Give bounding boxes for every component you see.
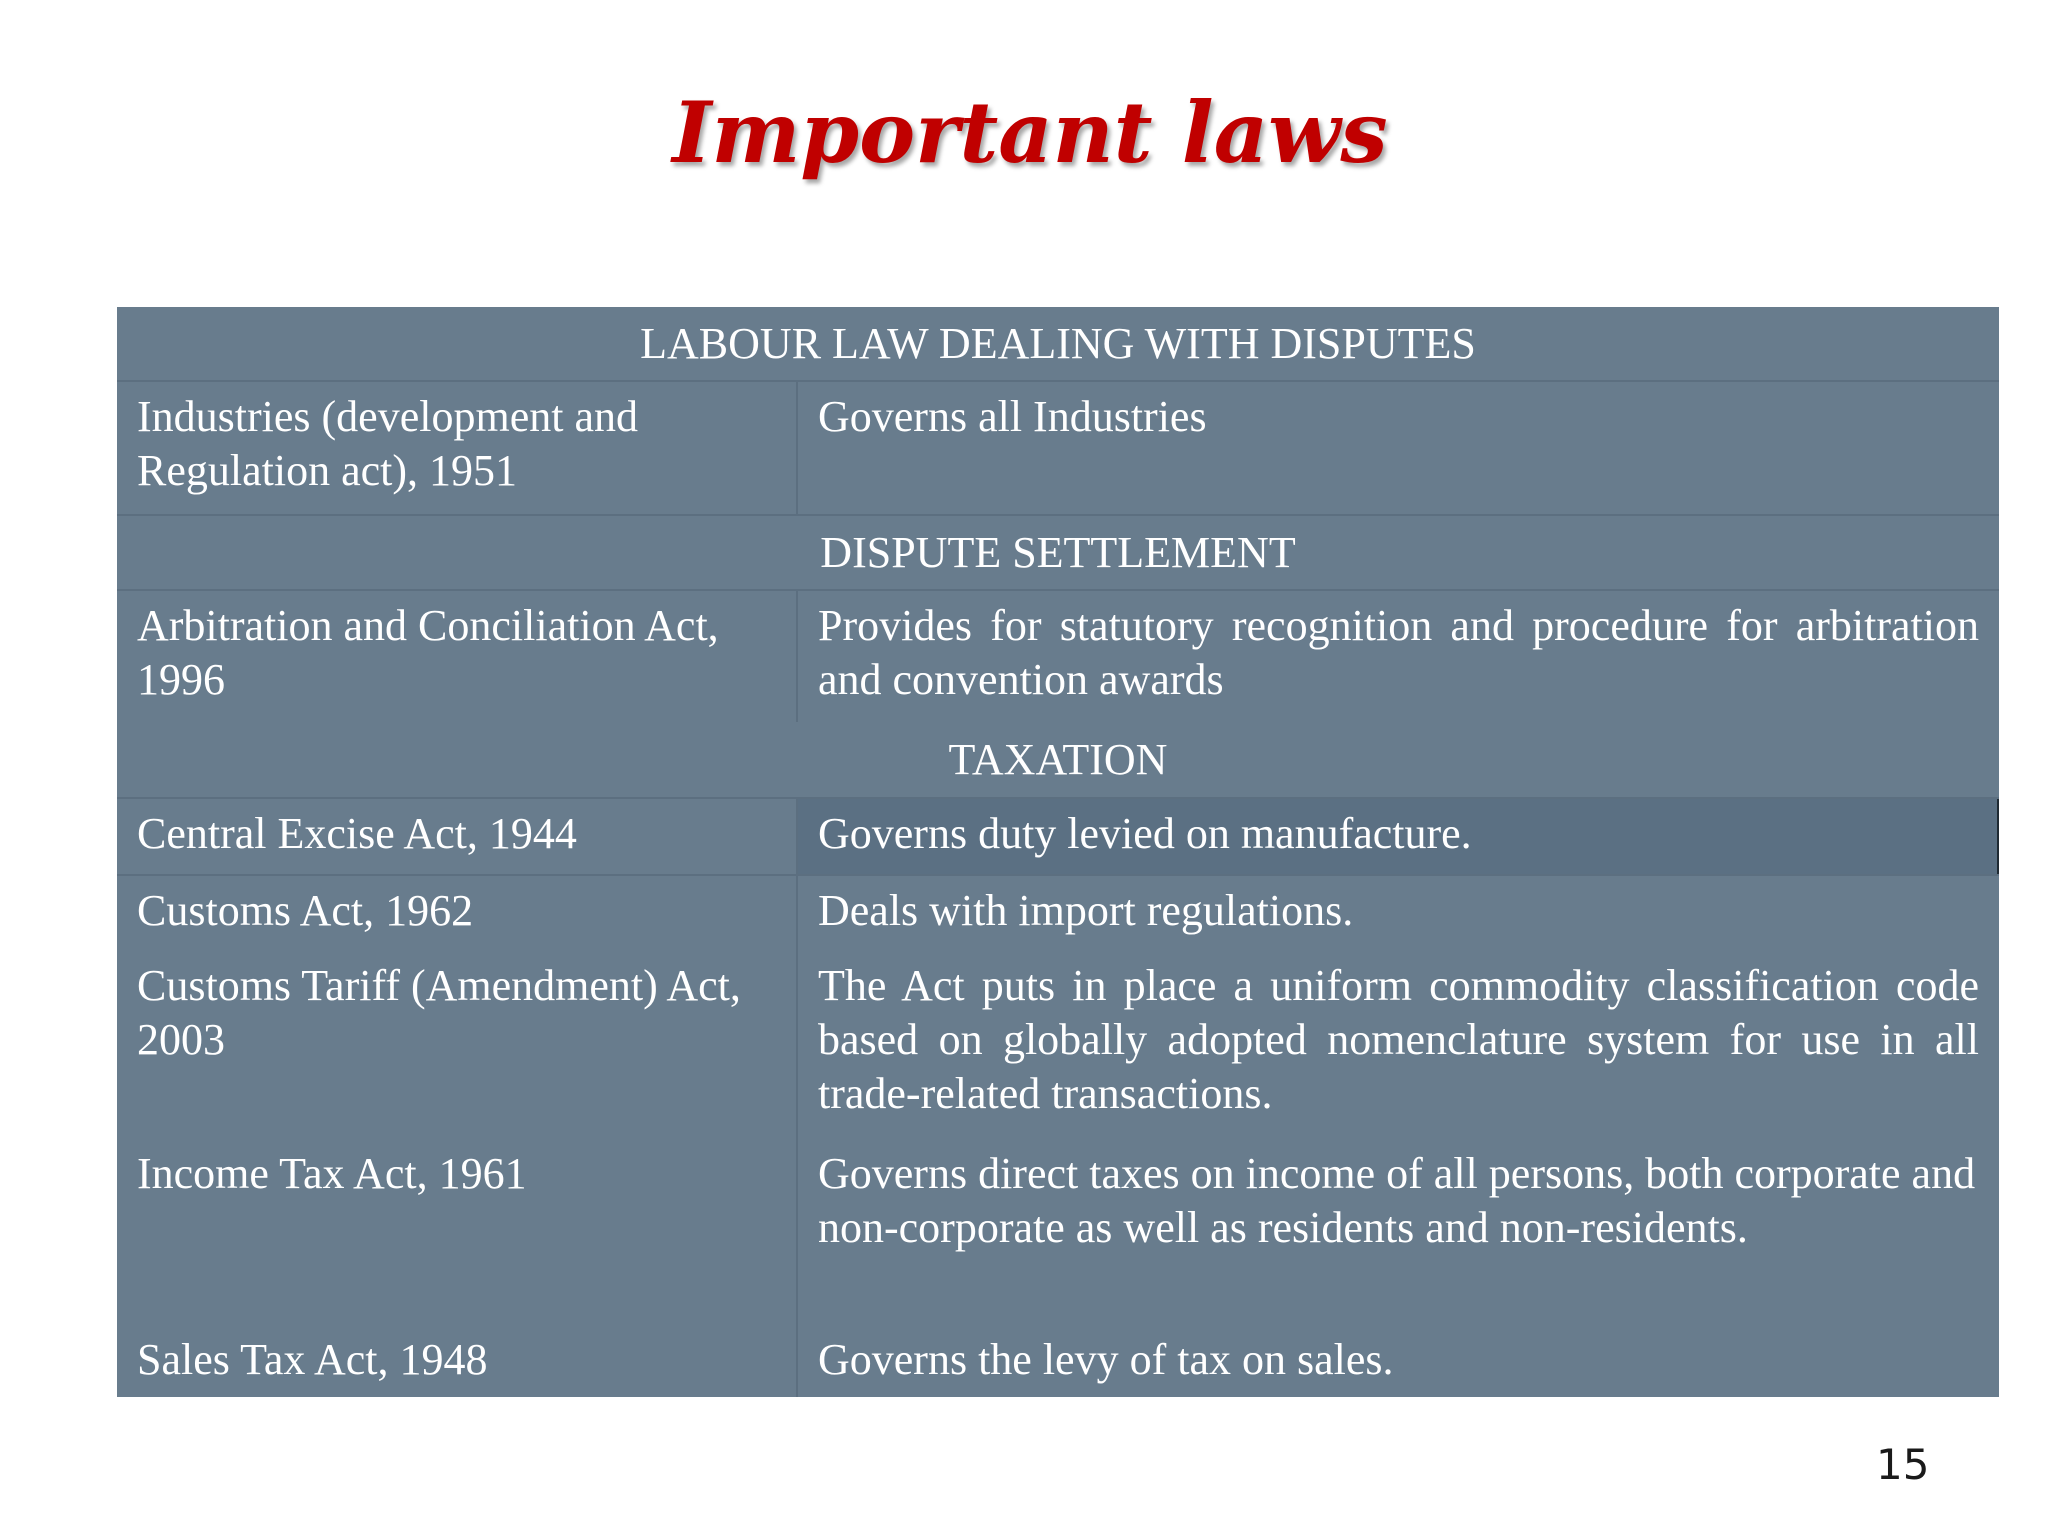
table-row xyxy=(117,1139,1999,1325)
section-heading: DISPUTE SETTLEMENT xyxy=(820,527,1296,577)
section-heading: LABOUR LAW DEALING WITH DISPUTES xyxy=(640,318,1476,368)
law-name-cell: Sales Tax Act, 1948 xyxy=(117,1325,798,1397)
table-row xyxy=(117,380,1999,514)
section-header-taxation xyxy=(117,722,1999,797)
law-name-cell: Customs Act, 1962 xyxy=(117,876,798,951)
law-description-cell: Governs all Industries xyxy=(818,392,1207,441)
table-row xyxy=(117,874,1999,951)
table-row xyxy=(117,589,1999,722)
law-name-cell: Central Excise Act, 1944 xyxy=(117,799,798,874)
table-row xyxy=(117,951,1999,1139)
section-header-dispute-settlement xyxy=(117,514,1999,589)
law-description-cell: Governs duty levied on manufacture. xyxy=(798,799,1999,874)
law-name-cell: Arbitration and Conciliation Act, 1996 xyxy=(117,591,798,722)
page-number: 15 xyxy=(1876,1440,1930,1489)
law-description-cell: Deals with import regulations. xyxy=(818,886,1354,935)
table-row xyxy=(117,797,1999,874)
section-heading: TAXATION xyxy=(948,734,1168,784)
law-name-cell: Customs Tariff (Amendment) Act, 2003 xyxy=(117,951,798,1139)
slide-title: Important laws xyxy=(672,83,1388,182)
law-name-cell: Industries (development and Regulation act), 1951 xyxy=(117,382,798,514)
section-header-labour-law xyxy=(117,307,1999,380)
law-description-cell: The Act puts in place a uniform commodity classification code based on globally adopted nomenclature system for use in all trade-related transactions. xyxy=(818,961,1979,1118)
law-description-cell: Governs the levy of tax on sales. xyxy=(818,1335,1394,1384)
table-row xyxy=(117,1325,1999,1397)
laws-table xyxy=(117,307,1999,1397)
law-description-cell: Governs direct taxes on income of all persons, both corporate and non-corporate as well as residents and non-residents. xyxy=(818,1149,1976,1252)
law-name-cell: Income Tax Act, 1961 xyxy=(117,1139,798,1325)
law-description-cell: Provides for statutory recognition and procedure for arbitration and convention awards xyxy=(818,601,1979,704)
